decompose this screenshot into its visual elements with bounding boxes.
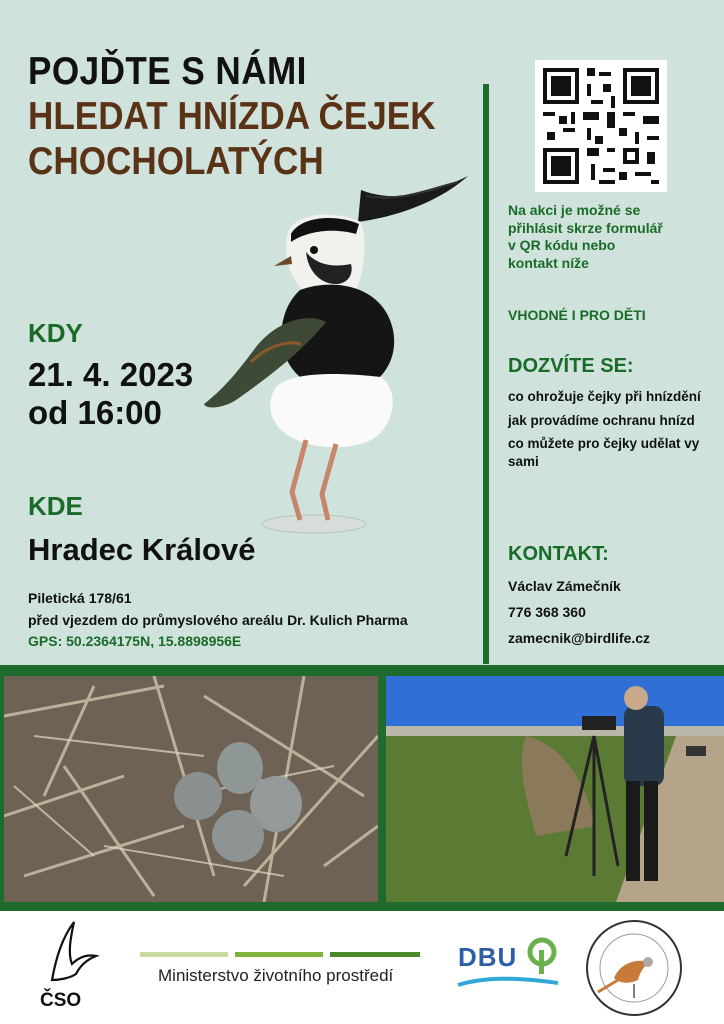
registration-info (508, 202, 713, 272)
registration-line: přihlásit skrze formulář (508, 219, 663, 236)
cso-bird-logo-icon (40, 918, 100, 992)
ministry-bar-2 (235, 952, 323, 957)
learn-heading: DOZVÍTE SE: (508, 355, 634, 377)
contact-heading: KONTAKT: (508, 543, 609, 565)
when-label: KDY (28, 318, 83, 348)
title-line-3: CHOCHOLATÝCH (28, 140, 324, 183)
contact-name: Václav Zámečník (508, 578, 621, 594)
registration-line: kontakt níže (508, 254, 589, 271)
learn-item: co ohrožuje čejky při hnízdění (508, 389, 701, 404)
ministry-name: Ministerstvo životního prostředí (158, 966, 394, 985)
east-bohemian-cso-seal (584, 918, 684, 1018)
learn-list (508, 388, 713, 476)
address-street: Piletická 178/61 (28, 590, 132, 606)
contact-email[interactable]: zamecnik@birdlife.cz (508, 629, 651, 646)
registration-line: Na akci je možné se (508, 202, 641, 218)
event-address (28, 588, 408, 653)
learn-item: co můžete pro čejky udělat vy sami (508, 436, 700, 469)
dbu-leaf-icon (524, 936, 560, 976)
event-date: 21. 4. 2023 (28, 356, 194, 393)
contact-phone[interactable]: 776 368 360 (508, 603, 586, 620)
title-line-1: POJĎTE S NÁMI (28, 50, 307, 93)
lapwing-bird-image (196, 172, 476, 540)
contact-details (508, 574, 713, 652)
where-label: KDE (28, 491, 83, 521)
birdwatcher-photo (386, 676, 724, 902)
event-time: od 16:00 (28, 393, 162, 431)
address-note: před vjezdem do průmyslového areálu Dr. Kulich Pharma (28, 611, 408, 628)
title-line-2: HLEDAT HNÍZDA ČEJEK (28, 95, 436, 138)
dbu-logo-text: DBU (458, 942, 518, 972)
learn-item: jak provádíme ochranu hnízd (508, 412, 695, 428)
poster-title (28, 52, 481, 181)
dbu-wave-icon (456, 976, 560, 990)
registration-line: v QR kódu nebo (508, 237, 616, 253)
suitable-for-kids: VHODNÉ I PRO DĚTI (508, 307, 646, 323)
event-date-time (28, 356, 193, 432)
registration-qr-code[interactable] (535, 60, 667, 192)
event-city: Hradec Králové (28, 532, 256, 567)
address-gps: GPS: 50.2364175N, 15.8898956E (28, 633, 242, 650)
ministry-bar-1 (140, 952, 228, 957)
nest-eggs-photo (4, 676, 378, 902)
cso-logo-text: ČSO (40, 990, 82, 1011)
vertical-divider (483, 84, 489, 664)
ministry-bar-3 (330, 952, 420, 957)
